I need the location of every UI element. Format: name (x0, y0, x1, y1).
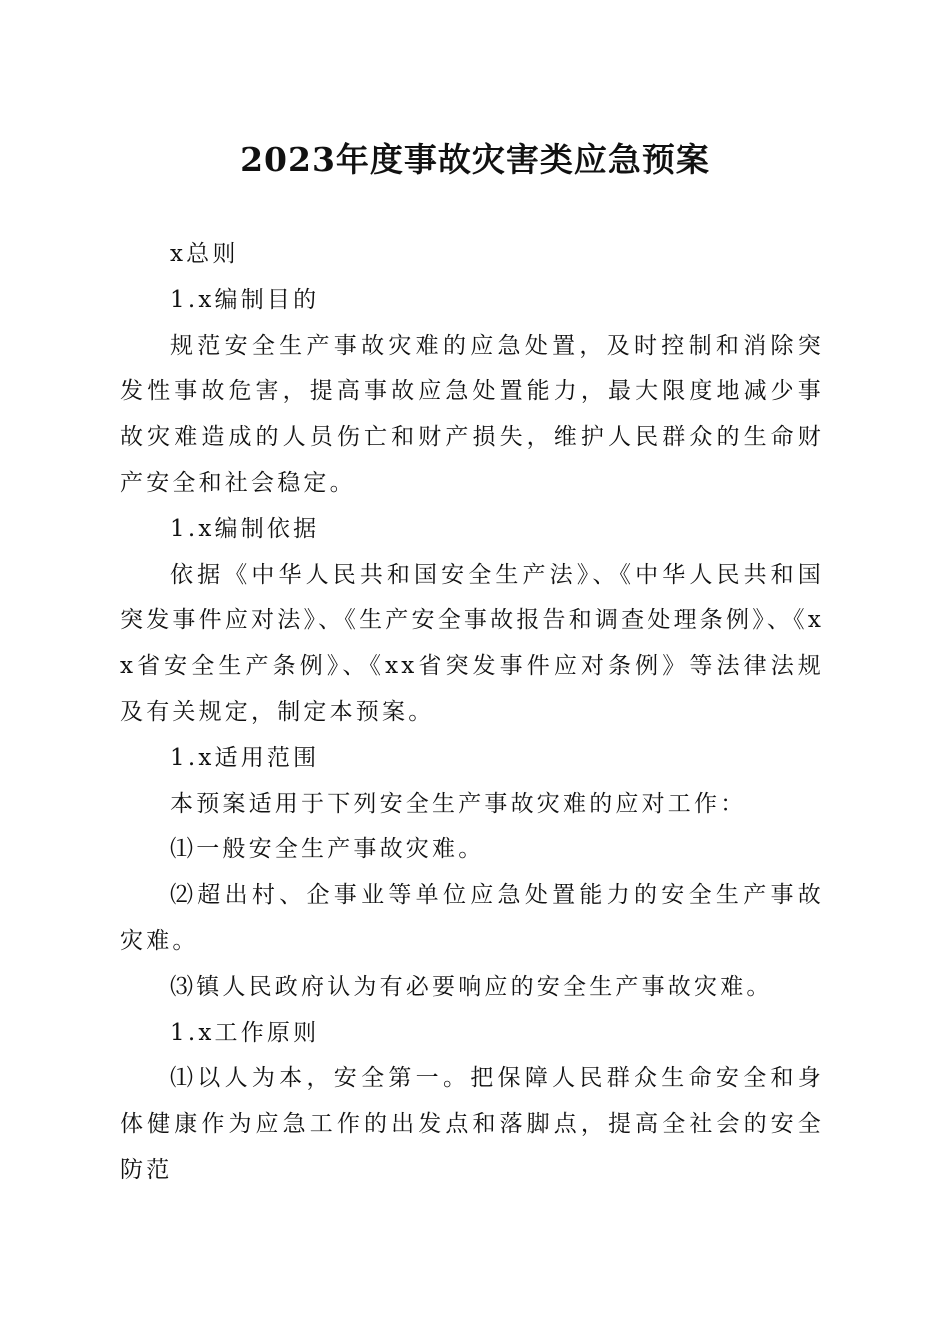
section-heading-basis: 1.x编制依据 (170, 515, 320, 542)
document-body (120, 232, 824, 1194)
paragraph-scope-intro: 本预案适用于下列安全生产事故灾难的应对工作： (170, 790, 747, 817)
list-item-scope-1: ⑴一般安全生产事故灾难。 (170, 836, 485, 863)
list-item-principle-1: ⑴以人为本，安全第一。把保障人民群众生命安全和身体健康作为应急工作的出发点和落脚点，提高全社会的安全防范 (120, 1065, 824, 1183)
document-title: 2023年度事故灾害类应急预案 (240, 140, 710, 179)
section-heading-general: x总则 (170, 241, 239, 267)
section-heading-principles: 1.x工作原则 (170, 1019, 320, 1046)
section-heading-purpose: 1.x编制目的 (170, 286, 320, 313)
list-item-scope-3: ⑶镇人民政府认为有必要响应的安全生产事故灾难。 (170, 973, 773, 1000)
paragraph-basis: 依据《中华人民共和国安全生产法》、《中华人民共和国突发事件应对法》、《生产安全事故报告和调查处理条例》、《xx省安全生产条例》、《xx省突发事件应对条例》等法律法规及有关规定，制定本预案。 (120, 561, 824, 725)
list-item-scope-2: ⑵超出村、企事业等单位应急处置能力的安全生产事故灾难。 (120, 882, 824, 954)
section-heading-scope: 1.x适用范围 (170, 744, 320, 771)
paragraph-purpose: 规范安全生产事故灾难的应急处置，及时控制和消除突发性事故危害，提高事故应急处置能力，最大限度地减少事故灾难造成的人员伤亡和财产损失，维护人民群众的生命财产安全和社会稳定。 (120, 332, 824, 496)
